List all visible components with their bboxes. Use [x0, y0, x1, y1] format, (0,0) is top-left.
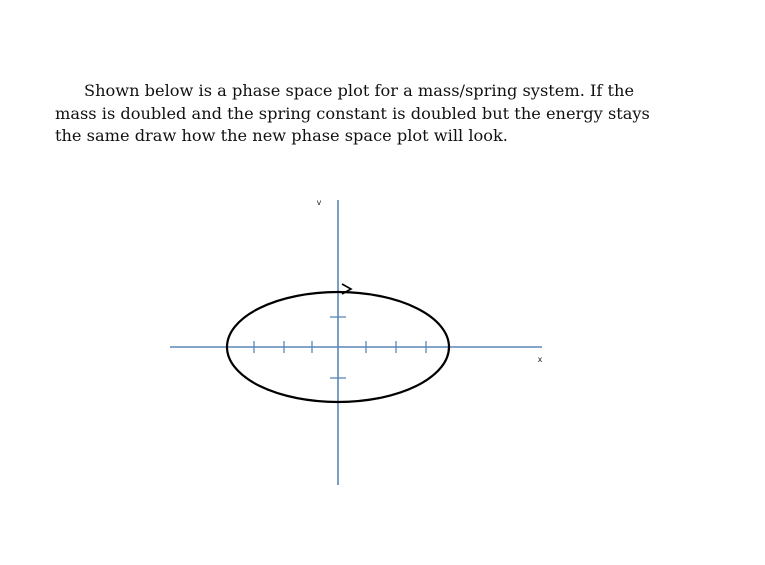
axes	[170, 200, 542, 485]
x-axis-label: x	[537, 355, 543, 364]
question-text-body: Shown below is a phase space plot for a mass/spring system. If the mass is doubled and the spring constant is doubled but the energy stays the same draw how the new phase space plot will look.	[55, 81, 650, 145]
v-axis-label: v	[316, 198, 322, 207]
